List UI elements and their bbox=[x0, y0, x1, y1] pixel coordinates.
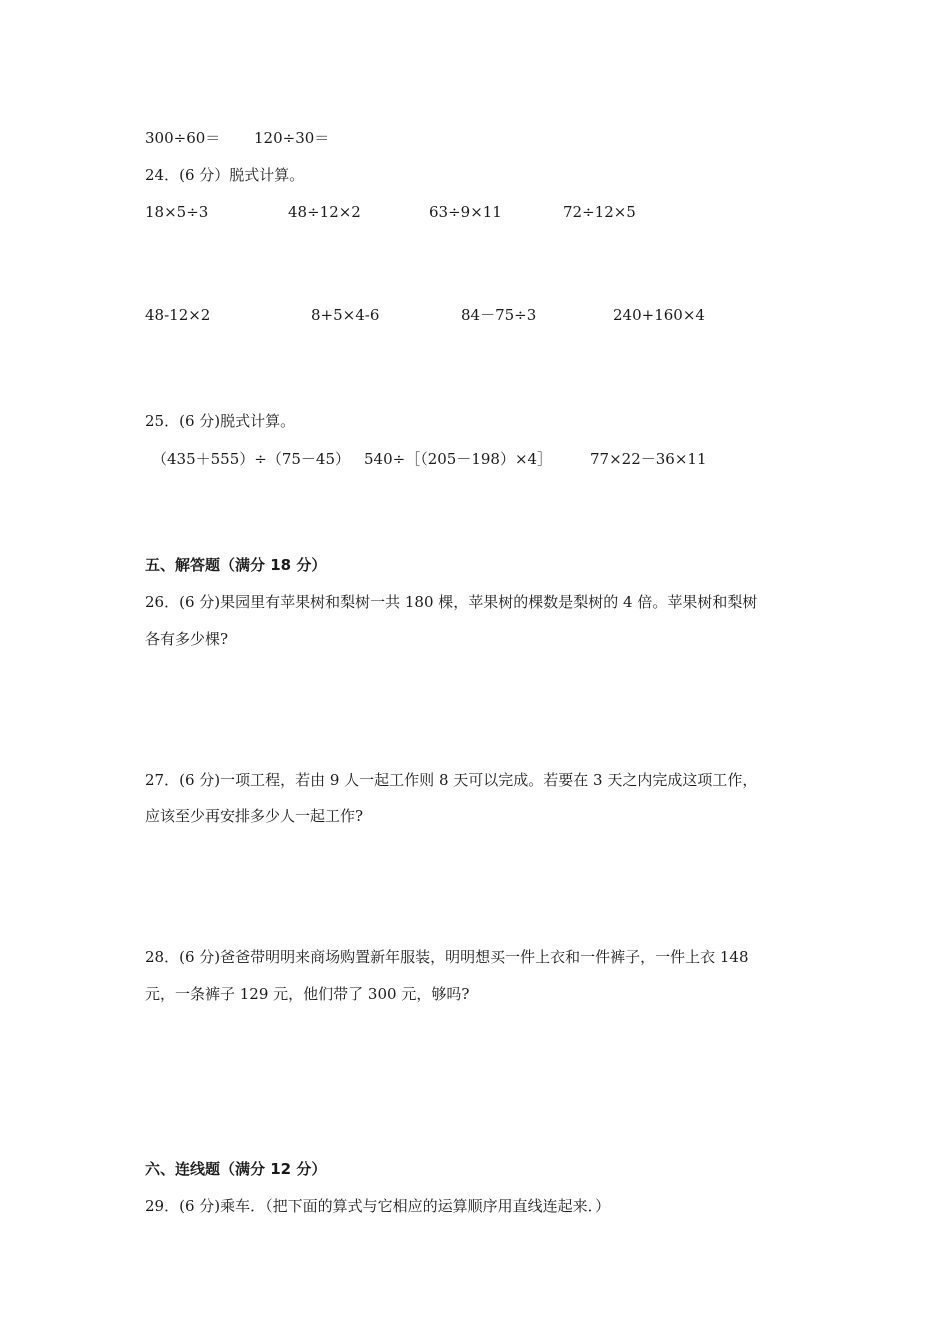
q24-expression: 18×5÷3 bbox=[145, 203, 209, 221]
question-25-label: 25．(6 分)脱式计算。 bbox=[145, 412, 296, 430]
question-28-line-1: 28．(6 分)爸爸带明明来商场购置新年服装，明明想买一件上衣和一件裤子，一件上衣 148 bbox=[145, 948, 749, 966]
question-27-line-2: 应该至少再安排多少人一起工作? bbox=[145, 807, 364, 825]
question-27-line-1: 27．(6 分)一项工程，若由 9 人一起工作则 8 天可以完成。若要在 3 天之内完成这项工作， bbox=[145, 771, 758, 789]
q24-expression: 63÷9×11 bbox=[429, 203, 502, 221]
question-24-label: 24．(6 分）脱式计算。 bbox=[145, 166, 305, 184]
question-26-line-2: 各有多少棵? bbox=[145, 630, 229, 648]
q24-expression: 48-12×2 bbox=[145, 306, 211, 324]
q24-expression: 48÷12×2 bbox=[288, 203, 361, 221]
q24-expression: 8+5×4-6 bbox=[311, 306, 380, 324]
top-expression-1: 300÷60＝ bbox=[145, 129, 221, 147]
section-5-heading: 五、解答题（满分 18 分） bbox=[145, 556, 327, 574]
top-expression-2: 120÷30＝ bbox=[254, 129, 330, 147]
q24-expression: 240+160×4 bbox=[613, 306, 705, 324]
section-6-heading: 六、连线题（满分 12 分） bbox=[145, 1160, 327, 1178]
question-28-line-2: 元，一条裤子 129 元，他们带了 300 元，够吗? bbox=[145, 985, 470, 1003]
q25-expression: 77×22－36×11 bbox=[590, 450, 707, 468]
q25-expression: 540÷［（205－198）×4］ bbox=[364, 450, 553, 468]
question-26-line-1: 26．(6 分)果园里有苹果树和梨树一共 180 棵，苹果树的棵数是梨树的 4 倍。苹果树和梨树 bbox=[145, 593, 758, 611]
q25-expression: （435＋555）÷（75－45） bbox=[152, 450, 351, 468]
question-29: 29．(6 分)乘车．（把下面的算式与它相应的运算顺序用直线连起来．） bbox=[145, 1197, 611, 1215]
q24-expression: 84－75÷3 bbox=[461, 306, 537, 324]
q24-expression: 72÷12×5 bbox=[563, 203, 636, 221]
